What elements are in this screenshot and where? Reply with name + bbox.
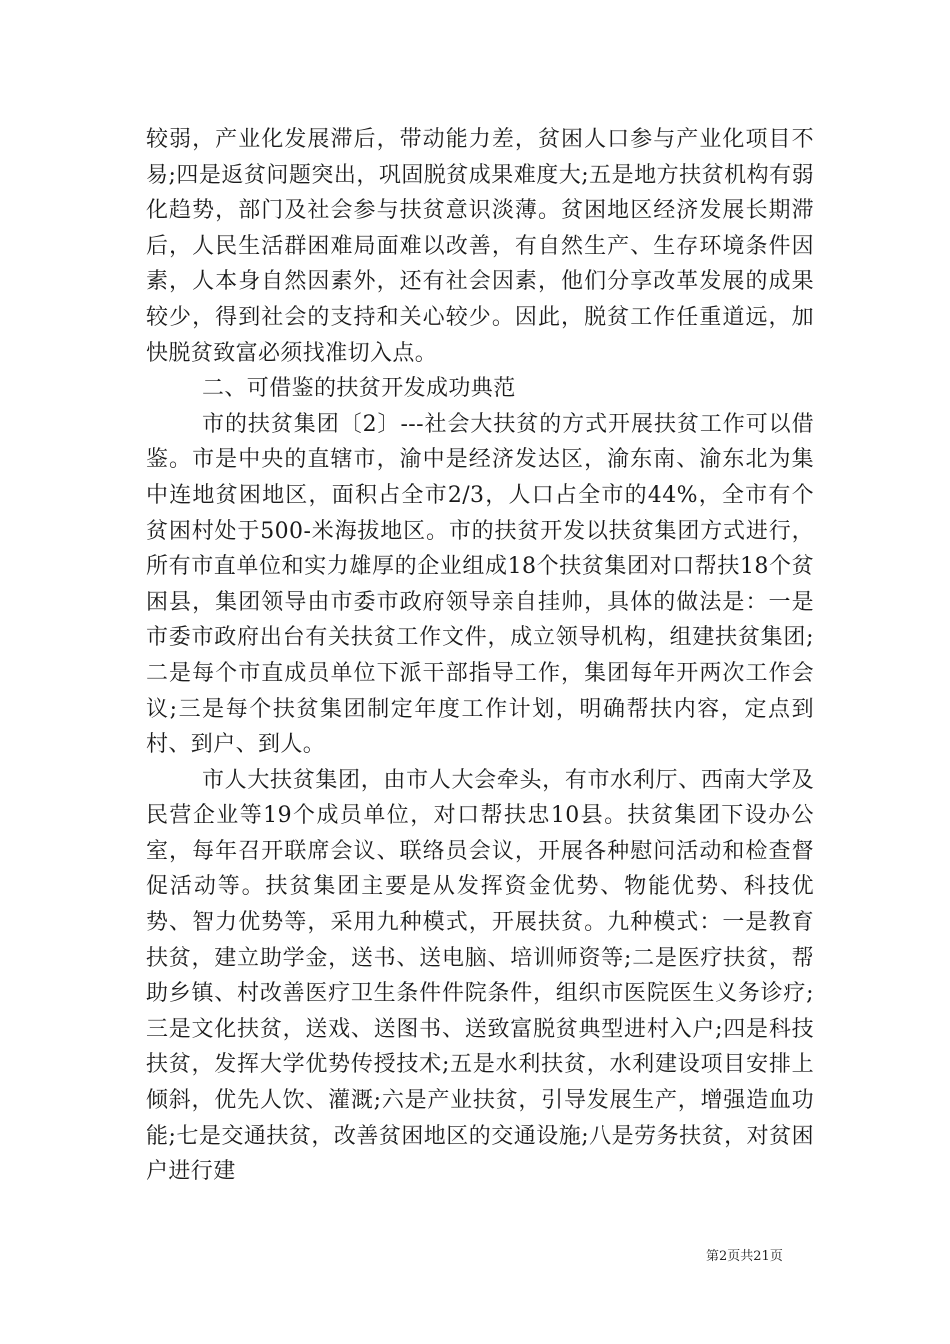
- paragraph-2: 市的扶贫集团〔2〕---社会大扶贫的方式开展扶贫工作可以借鉴。市是中央的直辖市，渝中是经济发达区，渝东南、渝东北为集中连地贫困地区，面积占全市2/3，人口占全市的44%，全市有个贫困村处于500-米海拔地区。市的扶贫开发以扶贫集团方式进行，所有市直单位和实力雄厚的企业组成18个扶贫集团对口帮扶18个贫困县，集团领导由市委市政府领导亲自挂帅，具体的做法是：一是市委市政府出台有关扶贫工作文件，成立领导机构，组建扶贫集团;二是每个市直成员单位下派干部指导工作，集团每年开两次工作会议;三是每个扶贫集团制定年度工作计划，明确帮扶内容，定点到村、到户、到人。: [146, 411, 814, 758]
- document-body: [146, 122, 814, 1190]
- paragraph-1: 较弱，产业化发展滞后，带动能力差，贫困人口参与产业化项目不易;四是返贫问题突出，巩固脱贫成果难度大;五是地方扶贫机构有弱化趋势，部门及社会参与扶贫意识淡薄。贫困地区经济发展长期滞后，人民生活群困难局面难以改善，有自然生产、生存环境条件因素，人本身自然因素外，还有社会因素，他们分享改革发展的成果较少，得到社会的支持和关心较少。因此，脱贫工作任重道远，加快脱贫致富必须找准切入点。: [146, 127, 814, 366]
- page-number-footer: 第2页共21页: [706, 1249, 783, 1264]
- paragraph-3: 市人大扶贫集团，由市人大会牵头，有市水利厅、西南大学及民营企业等19个成员单位，对口帮扶忠10县。扶贫集团下设办公室，每年召开联席会议、联络员会议，开展各种慰问活动和检查督促活动等。扶贫集团主要是从发挥资金优势、物能优势、科技优势、智力优势等，采用九种模式，开展扶贫。九种模式：一是教育扶贫，建立助学金，送书、送电脑、培训师资等;二是医疗扶贫，帮助乡镇、村改善医疗卫生条件件院条件，组织市医院医生义务诊疗;三是文化扶贫，送戏、送图书、送致富脱贫典型进村入户;四是科技扶贫，发挥大学优势传授技术;五是水利扶贫，水利建设项目安排上倾斜，优先人饮、灌溉;六是产业扶贫，引导发展生产，增强造血功能;七是交通扶贫，改善贫困地区的交通设施;八是劳务扶贫，对贫困户进行建: [146, 767, 814, 1185]
- section-heading: 二、可借鉴的扶贫开发成功典范: [202, 376, 516, 402]
